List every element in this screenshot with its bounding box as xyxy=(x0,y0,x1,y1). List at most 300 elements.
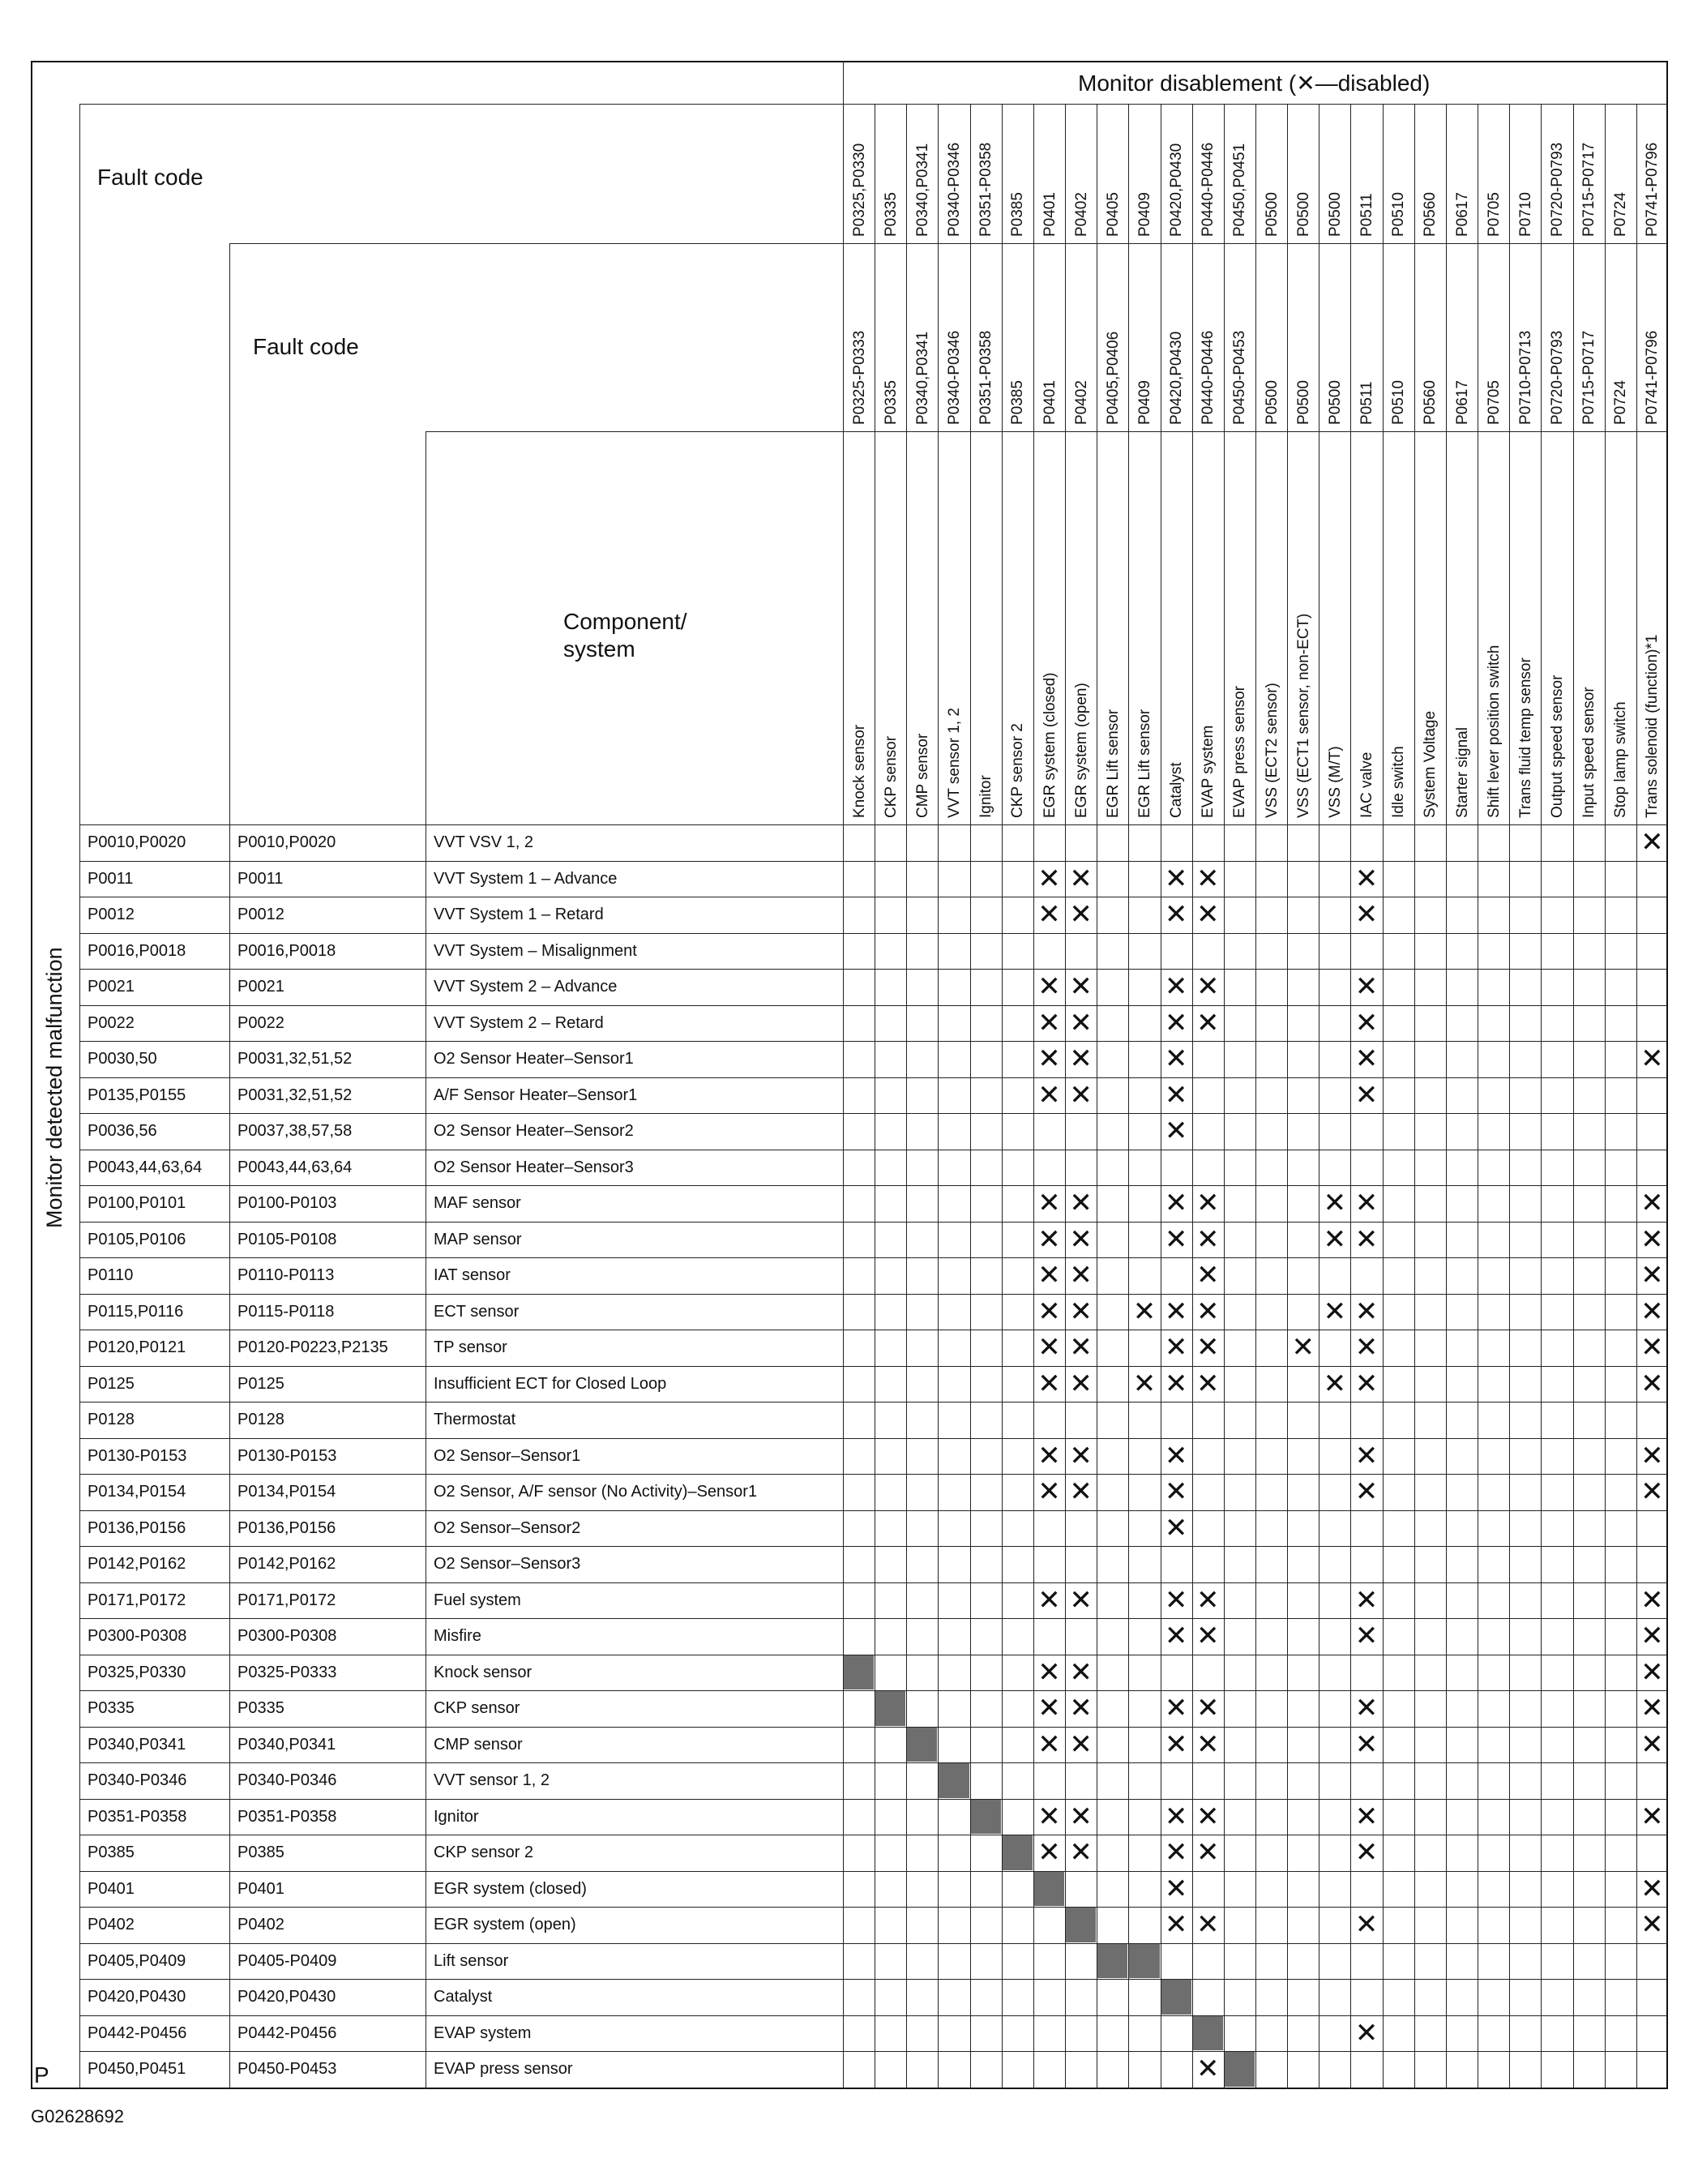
disabled-mark: ✕ xyxy=(1640,1693,1664,1724)
disabled-mark: ✕ xyxy=(1196,1909,1220,1940)
column-rule xyxy=(1002,104,1003,2089)
disabled-mark: ✕ xyxy=(1069,1295,1093,1327)
disabled-mark: ✕ xyxy=(1196,1332,1220,1363)
disabled-mark: ✕ xyxy=(1069,971,1093,1002)
component-cell: EVAP press sensor xyxy=(434,2060,573,2078)
component-cell: EGR system (open) xyxy=(434,1916,576,1933)
disabled-mark: ✕ xyxy=(1069,1476,1093,1507)
component-cell: CKP sensor xyxy=(434,1699,520,1717)
disabled-mark: ✕ xyxy=(1069,1368,1093,1399)
fault-code-2-left-rule xyxy=(229,243,230,2089)
fault-code-2-cell: P0401 xyxy=(237,1879,284,1898)
component-cell: Misfire xyxy=(434,1627,481,1645)
disabled-mark: ✕ xyxy=(1069,1223,1093,1255)
column-code-2: P0511 xyxy=(1358,381,1376,425)
column-code-1: P0500 xyxy=(1326,192,1344,237)
column-rule xyxy=(1541,104,1542,2089)
column-code-1: P0500 xyxy=(1263,192,1281,237)
column-code-2: P0325-P0333 xyxy=(850,330,868,425)
column-rule xyxy=(1287,104,1288,2089)
column-component-name: Ignitor xyxy=(977,775,995,818)
fault-code-1-cell: P0043,44,63,64 xyxy=(88,1158,203,1176)
self-monitor-shaded-cell xyxy=(1161,1980,1191,2015)
fault-code-1-cell: P0401 xyxy=(88,1879,135,1898)
column-component-name: Starter signal xyxy=(1453,727,1471,818)
column-code-2: P0720-P0793 xyxy=(1548,330,1566,425)
disabled-mark: ✕ xyxy=(1354,1440,1379,1471)
column-component-name: Shift lever position switch xyxy=(1485,644,1503,818)
column-code-2: P0560 xyxy=(1422,380,1439,425)
disabled-mark: ✕ xyxy=(1164,1295,1188,1327)
fault-code-header-1: Fault code xyxy=(97,165,203,190)
fault-code-1-cell: P0442-P0456 xyxy=(88,2023,187,2042)
disabled-mark: ✕ xyxy=(1640,1728,1664,1760)
disabled-mark: ✕ xyxy=(1164,1007,1188,1038)
column-code-2: P0724 xyxy=(1612,380,1630,425)
column-code-2: P0500 xyxy=(1294,380,1312,425)
disabled-mark: ✕ xyxy=(1196,863,1220,894)
column-code-1: P0510 xyxy=(1390,192,1408,237)
fault-code-2-cell: P0043,44,63,64 xyxy=(237,1158,353,1176)
fault-code-1-cell: P0385 xyxy=(88,1844,135,1861)
self-monitor-shaded-cell xyxy=(939,1763,969,1798)
column-component-name: EVAP press sensor xyxy=(1231,686,1249,818)
column-component-name: CKP sensor xyxy=(882,735,900,818)
fault-code-2-cell: P0385 xyxy=(237,1844,284,1861)
column-code-1: P0385 xyxy=(1009,192,1027,237)
fault-code-2-cell: P0100-P0103 xyxy=(237,1194,337,1212)
column-code-2: P0741-P0796 xyxy=(1644,330,1662,425)
matrix-left-rule xyxy=(843,61,844,2089)
column-component-name: Idle switch xyxy=(1390,746,1408,818)
self-monitor-shaded-cell xyxy=(1003,1835,1033,1870)
disabled-mark: ✕ xyxy=(1354,1728,1379,1760)
disabled-mark: ✕ xyxy=(1069,899,1093,930)
fault-code-2-cell: P0142,P0162 xyxy=(237,1555,336,1573)
column-component-name: EGR Lift sensor xyxy=(1136,709,1153,818)
disabled-mark: ✕ xyxy=(1164,1079,1188,1111)
disabled-mark: ✕ xyxy=(1132,1368,1157,1399)
fault-code-2-cell: P0130-P0153 xyxy=(237,1446,337,1465)
disabled-mark: ✕ xyxy=(1196,1693,1220,1724)
fault-code-1-cell: P0110 xyxy=(88,1266,134,1284)
self-monitor-shaded-cell xyxy=(907,1728,937,1762)
column-code-2: P0450-P0453 xyxy=(1231,330,1249,425)
fault-code-1-cell: P0325,P0330 xyxy=(88,1663,186,1681)
self-monitor-shaded-cell xyxy=(1034,1872,1064,1907)
column-rule xyxy=(1605,104,1606,2089)
component-cell: Catalyst xyxy=(434,1988,493,2006)
disabled-mark: ✕ xyxy=(1196,1584,1220,1616)
disabled-mark: ✕ xyxy=(1164,899,1188,930)
column-code-1: P0710 xyxy=(1516,192,1534,237)
column-code-2: P0405,P0406 xyxy=(1104,331,1122,425)
fault-code-2-cell: P0325-P0333 xyxy=(237,1663,337,1681)
column-code-1: P0511 xyxy=(1358,193,1376,237)
column-code-2: P0385 xyxy=(1009,380,1027,425)
disabled-mark: ✕ xyxy=(1640,1368,1664,1399)
component-cell: VVT System 1 – Retard xyxy=(434,906,604,923)
fault-code-2-cell: P0340-P0346 xyxy=(237,1771,337,1789)
fault-code-1-cell: P0011 xyxy=(88,869,134,888)
component-cell: O2 Sensor–Sensor3 xyxy=(434,1555,581,1573)
column-code-1: P0720-P0793 xyxy=(1548,142,1566,237)
disabled-mark: ✕ xyxy=(1323,1368,1347,1399)
column-code-1: P0340,P0341 xyxy=(913,143,931,237)
disabled-mark: ✕ xyxy=(1069,1079,1093,1111)
disabled-mark: ✕ xyxy=(1164,1837,1188,1868)
column-code-1: P0741-P0796 xyxy=(1644,142,1662,237)
component-cell: O2 Sensor–Sensor1 xyxy=(434,1446,581,1465)
disabled-mark: ✕ xyxy=(1164,1332,1188,1363)
disabled-mark: ✕ xyxy=(1354,1223,1379,1255)
column-component-name: IAC valve xyxy=(1358,752,1376,818)
disabled-mark: ✕ xyxy=(1196,1007,1220,1038)
column-component-name: Input speed sensor xyxy=(1580,687,1598,818)
disabled-mark: ✕ xyxy=(1196,1728,1220,1760)
disabled-mark: ✕ xyxy=(1354,1295,1379,1327)
fault-code-1-cell: P0100,P0101 xyxy=(88,1194,186,1212)
side-label-rule xyxy=(79,104,80,2089)
column-code-2: P0340-P0346 xyxy=(946,330,964,425)
disabled-mark: ✕ xyxy=(1640,827,1664,858)
fault-code-2-cell: P0351-P0358 xyxy=(237,1807,337,1826)
column-component-name: Trans solenoid (function)*1 xyxy=(1644,634,1662,818)
disabled-mark: ✕ xyxy=(1037,1223,1061,1255)
disabled-mark: ✕ xyxy=(1640,1440,1664,1471)
column-code-2: P0340,P0341 xyxy=(913,331,931,425)
component-cell: O2 Sensor, A/F sensor (No Activity)–Sensor1 xyxy=(434,1483,758,1501)
disabled-mark: ✕ xyxy=(1640,1332,1664,1363)
disabled-mark: ✕ xyxy=(1354,1621,1379,1651)
fault-code-2-cell: P0031,32,51,52 xyxy=(237,1086,353,1104)
self-monitor-shaded-cell xyxy=(1129,1944,1159,1979)
disabled-mark: ✕ xyxy=(1132,1295,1157,1327)
disabled-mark: ✕ xyxy=(1069,1728,1093,1760)
column-code-2: P0401 xyxy=(1041,380,1059,425)
disabled-mark: ✕ xyxy=(1196,899,1220,930)
disabled-mark: ✕ xyxy=(1164,863,1188,894)
self-monitor-shaded-cell xyxy=(1097,1944,1127,1979)
disabled-mark: ✕ xyxy=(1037,1332,1061,1363)
fault-code-header-2: Fault code xyxy=(253,334,359,359)
disabled-mark: ✕ xyxy=(1354,1693,1379,1724)
column-code-1: P0705 xyxy=(1485,192,1503,237)
component-cell: VVT System – Misalignment xyxy=(434,941,637,960)
disabled-mark: ✕ xyxy=(1354,1079,1379,1111)
disabled-mark: ✕ xyxy=(1164,1909,1188,1940)
fault-code-2-cell: P0134,P0154 xyxy=(237,1483,336,1501)
fault-code-2-cell: P0021 xyxy=(237,978,284,996)
column-rule xyxy=(906,104,907,2089)
fault-code-1-cell: P0022 xyxy=(88,1013,135,1032)
column-component-name: CKP sensor 2 xyxy=(1009,723,1027,818)
column-rule xyxy=(1446,104,1447,2089)
fault-code-1-rule xyxy=(79,104,843,105)
column-rule xyxy=(1224,104,1225,2089)
column-component-name: EGR system (open) xyxy=(1072,683,1090,818)
disabled-mark: ✕ xyxy=(1196,971,1220,1002)
column-code-1: P0402 xyxy=(1072,192,1090,237)
fault-code-2-cell: P0136,P0156 xyxy=(237,1518,336,1537)
fault-code-2-cell: P0128 xyxy=(237,1411,284,1428)
column-code-2: P0351-P0358 xyxy=(977,330,995,425)
column-code-1: P0409 xyxy=(1136,192,1153,237)
fault-code-1-cell: P0171,P0172 xyxy=(88,1591,186,1609)
fault-code-1-cell: P0105,P0106 xyxy=(88,1230,186,1248)
disabled-mark: ✕ xyxy=(1069,863,1093,894)
column-rule xyxy=(1255,104,1256,2089)
disabled-mark: ✕ xyxy=(1164,1728,1188,1760)
component-cell: O2 Sensor Heater–Sensor2 xyxy=(434,1122,634,1140)
fault-code-1-cell: P0036,56 xyxy=(88,1122,157,1140)
fault-code-2-cell: P0171,P0172 xyxy=(237,1591,336,1609)
component-cell: VVT sensor 1, 2 xyxy=(434,1771,550,1789)
disabled-mark: ✕ xyxy=(1164,1116,1188,1146)
column-component-name: VSS (M/T) xyxy=(1326,746,1344,818)
column-component-name: EVAP system xyxy=(1200,725,1217,818)
column-code-2: P0510 xyxy=(1390,380,1408,425)
disabled-mark: ✕ xyxy=(1323,1223,1347,1255)
component-cell: Ignitor xyxy=(434,1807,479,1826)
column-rule xyxy=(1383,104,1384,2089)
fault-code-2-cell: P0420,P0430 xyxy=(237,1988,336,2006)
disabled-mark: ✕ xyxy=(1037,1656,1061,1688)
disabled-mark: ✕ xyxy=(1323,1295,1347,1327)
column-component-name: EGR system (closed) xyxy=(1041,672,1059,818)
component-cell: EGR system (closed) xyxy=(434,1879,587,1898)
fault-code-1-cell: P0125 xyxy=(88,1374,135,1393)
fault-code-1-cell: P0128 xyxy=(88,1411,135,1428)
disabled-mark: ✕ xyxy=(1164,1043,1188,1074)
disabled-mark: ✕ xyxy=(1640,1043,1664,1074)
disabled-mark: ✕ xyxy=(1037,1295,1061,1327)
fault-code-1-cell: P0115,P0116 xyxy=(88,1302,184,1321)
fault-code-1-cell: P0136,P0156 xyxy=(88,1518,186,1537)
fault-code-1-cell: P0450,P0451 xyxy=(88,2060,186,2078)
component-cell: O2 Sensor–Sensor2 xyxy=(434,1518,581,1537)
fault-code-2-cell: P0022 xyxy=(237,1013,284,1032)
disabled-mark: ✕ xyxy=(1037,1801,1061,1832)
fault-code-2-cell: P0010,P0020 xyxy=(237,833,336,851)
disabled-mark: ✕ xyxy=(1196,1368,1220,1399)
fault-code-1-cell: P0420,P0430 xyxy=(88,1988,186,2006)
disabled-mark: ✕ xyxy=(1354,971,1379,1002)
disabled-mark: ✕ xyxy=(1164,1512,1188,1544)
column-code-2: P0409 xyxy=(1136,380,1153,425)
disabled-mark: ✕ xyxy=(1037,1260,1061,1291)
fault-code-1-cell: P0010,P0020 xyxy=(88,833,186,851)
disabled-mark: ✕ xyxy=(1354,899,1379,930)
component-cell: VVT System 2 – Advance xyxy=(434,978,618,996)
component-cell: Lift sensor xyxy=(434,1951,509,1970)
figure-id: G02628692 xyxy=(31,2106,124,2126)
column-code-2: P0715-P0717 xyxy=(1580,330,1598,425)
column-code-1: P0500 xyxy=(1294,192,1312,237)
disabled-mark: ✕ xyxy=(1069,1837,1093,1868)
column-rule xyxy=(1636,104,1637,2089)
column-code-1: P0450,P0451 xyxy=(1231,143,1249,237)
disabled-mark: ✕ xyxy=(1354,1043,1379,1074)
column-code-1: P0335 xyxy=(882,192,900,237)
column-code-1: P0401 xyxy=(1041,192,1059,237)
disabled-mark: ✕ xyxy=(1164,971,1188,1002)
self-monitor-shaded-cell xyxy=(1225,2052,1255,2087)
disabled-mark: ✕ xyxy=(1640,1656,1664,1688)
disabled-mark: ✕ xyxy=(1037,1440,1061,1471)
column-code-1: P0340-P0346 xyxy=(946,142,964,237)
disabled-mark: ✕ xyxy=(1069,1043,1093,1074)
fault-code-2-cell: P0115-P0118 xyxy=(237,1302,335,1321)
fault-code-2-cell: P0016,P0018 xyxy=(237,941,336,960)
component-cell: VVT System 2 – Retard xyxy=(434,1013,604,1032)
disabled-mark: ✕ xyxy=(1037,1476,1061,1507)
fault-code-1-cell: P0335 xyxy=(88,1699,135,1717)
column-component-name: Stop lamp switch xyxy=(1612,701,1630,818)
disabled-mark: ✕ xyxy=(1640,1295,1664,1327)
disabled-mark: ✕ xyxy=(1037,1837,1061,1868)
disabled-mark: ✕ xyxy=(1354,1584,1379,1616)
disabled-mark: ✕ xyxy=(1164,1693,1188,1724)
disabled-mark: ✕ xyxy=(1196,1295,1220,1327)
column-code-1: P0715-P0717 xyxy=(1580,142,1598,237)
column-code-2: P0402 xyxy=(1072,380,1090,425)
disabled-mark: ✕ xyxy=(1640,1801,1664,1832)
column-code-1: P0440-P0446 xyxy=(1200,142,1217,237)
fault-code-1-cell: P0030,50 xyxy=(88,1050,157,1068)
disabled-mark: ✕ xyxy=(1354,1801,1379,1832)
column-rule xyxy=(1414,104,1415,2089)
fault-code-1-cell: P0012 xyxy=(88,906,135,923)
column-component-name: Knock sensor xyxy=(850,724,868,818)
column-rule xyxy=(1192,104,1193,2089)
column-code-2: P0500 xyxy=(1263,380,1281,425)
disabled-mark: ✕ xyxy=(1164,1223,1188,1255)
component-cell: CMP sensor xyxy=(434,1735,523,1754)
component-cell: Knock sensor xyxy=(434,1663,532,1681)
column-code-1: P0617 xyxy=(1453,192,1471,237)
component-cell: ECT sensor xyxy=(434,1302,520,1321)
component-cell: O2 Sensor Heater–Sensor3 xyxy=(434,1158,634,1176)
column-code-2: P0710-P0713 xyxy=(1516,330,1534,425)
disabled-mark: ✕ xyxy=(1037,1043,1061,1074)
component-cell: VVT System 1 – Advance xyxy=(434,869,618,888)
fault-code-2-cell: P0405-P0409 xyxy=(237,1951,337,1970)
fault-code-1-cell: P0142,P0162 xyxy=(88,1555,186,1573)
disabled-mark: ✕ xyxy=(1164,1873,1188,1904)
fault-code-1-cell: P0134,P0154 xyxy=(88,1483,186,1501)
component-cell: MAP sensor xyxy=(434,1230,522,1248)
disabled-mark: ✕ xyxy=(1196,1223,1220,1255)
fault-code-1-cell: P0340-P0346 xyxy=(88,1771,187,1789)
component-cell: TP sensor xyxy=(434,1338,507,1356)
disabled-mark: ✕ xyxy=(1069,1260,1093,1291)
fault-code-1-cell: P0402 xyxy=(88,1916,135,1933)
fault-code-2-cell: P0402 xyxy=(237,1916,284,1933)
component-cell: Insufficient ECT for Closed Loop xyxy=(434,1374,667,1393)
disabled-mark: ✕ xyxy=(1069,1332,1093,1363)
fault-code-2-cell: P0110-P0113 xyxy=(237,1266,335,1284)
fault-code-1-cell: P0300-P0308 xyxy=(88,1627,187,1645)
column-rule xyxy=(1509,104,1510,2089)
fault-code-2-cell: P0012 xyxy=(237,906,284,923)
disabled-mark: ✕ xyxy=(1069,1584,1093,1616)
fault-code-2-cell: P0300-P0308 xyxy=(237,1627,337,1645)
disabled-mark: ✕ xyxy=(1640,1260,1664,1291)
component-cell: A/F Sensor Heater–Sensor1 xyxy=(434,1086,638,1104)
column-component-name: Output speed sensor xyxy=(1548,674,1566,818)
disabled-mark: ✕ xyxy=(1354,1007,1379,1038)
disabled-mark: ✕ xyxy=(1164,1188,1188,1218)
component-cell: IAT sensor xyxy=(434,1266,511,1284)
component-rule xyxy=(426,431,843,432)
fault-code-2-cell: P0031,32,51,52 xyxy=(237,1050,353,1068)
component-cell: MAF sensor xyxy=(434,1194,521,1212)
column-component-name: Trans fluid temp sensor xyxy=(1516,657,1534,818)
disabled-mark: ✕ xyxy=(1069,1656,1093,1688)
disabled-mark: ✕ xyxy=(1037,1584,1061,1616)
disabled-mark: ✕ xyxy=(1354,2017,1379,2049)
fault-code-1-cell: P0021 xyxy=(88,978,135,996)
disabled-mark: ✕ xyxy=(1069,1188,1093,1218)
self-monitor-shaded-cell xyxy=(844,1655,874,1690)
component-cell: CKP sensor 2 xyxy=(434,1844,534,1861)
disabled-mark: ✕ xyxy=(1196,1188,1220,1218)
disabled-mark: ✕ xyxy=(1037,971,1061,1002)
disabled-mark: ✕ xyxy=(1037,863,1061,894)
column-code-2: P0617 xyxy=(1453,380,1471,425)
column-component-name: EGR Lift sensor xyxy=(1104,709,1122,818)
disabled-mark: ✕ xyxy=(1037,1728,1061,1760)
fault-code-2-cell: P0335 xyxy=(237,1699,284,1717)
disabled-mark: ✕ xyxy=(1196,2053,1220,2084)
fault-code-2-cell: P0105-P0108 xyxy=(237,1230,337,1248)
disabled-mark: ✕ xyxy=(1640,1909,1664,1940)
fault-code-2-cell: P0120-P0223,P2135 xyxy=(237,1338,388,1356)
disabled-mark: ✕ xyxy=(1196,1801,1220,1832)
fault-code-1-cell: P0340,P0341 xyxy=(88,1735,186,1754)
fault-code-2-cell: P0442-P0456 xyxy=(237,2023,337,2042)
disabled-mark: ✕ xyxy=(1354,1188,1379,1218)
disabled-mark: ✕ xyxy=(1164,1621,1188,1651)
disabled-mark: ✕ xyxy=(1354,1368,1379,1399)
fault-code-1-cell: P0120,P0121 xyxy=(88,1338,186,1356)
fault-code-2-rule xyxy=(229,243,843,244)
component-cell: O2 Sensor Heater–Sensor1 xyxy=(434,1050,634,1068)
disabled-mark: ✕ xyxy=(1037,1007,1061,1038)
column-code-2: P0440-P0446 xyxy=(1200,330,1217,425)
disabled-mark: ✕ xyxy=(1640,1873,1664,1904)
disabled-mark: ✕ xyxy=(1037,1368,1061,1399)
column-code-1: P0351-P0358 xyxy=(977,142,995,237)
column-code-2: P0420,P0430 xyxy=(1168,331,1186,425)
disabled-mark: ✕ xyxy=(1640,1223,1664,1255)
disabled-mark: ✕ xyxy=(1354,1909,1379,1940)
column-component-name: VSS (ECT2 sensor) xyxy=(1263,683,1281,818)
component-cell: EVAP system xyxy=(434,2023,532,2042)
column-component-name: VSS (ECT1 sensor, non-ECT) xyxy=(1294,613,1312,818)
disabled-mark: ✕ xyxy=(1037,899,1061,930)
column-code-2: P0500 xyxy=(1326,380,1344,425)
disabled-mark: ✕ xyxy=(1354,1837,1379,1868)
disabled-mark: ✕ xyxy=(1640,1188,1664,1218)
column-code-1: P0420,P0430 xyxy=(1168,143,1186,237)
fault-code-1-cell: P0405,P0409 xyxy=(88,1951,186,1970)
disabled-mark: ✕ xyxy=(1164,1368,1188,1399)
self-monitor-shaded-cell xyxy=(1193,2016,1223,2051)
component-system-header: Component/ system xyxy=(563,609,687,662)
disabled-mark: ✕ xyxy=(1196,1260,1220,1291)
